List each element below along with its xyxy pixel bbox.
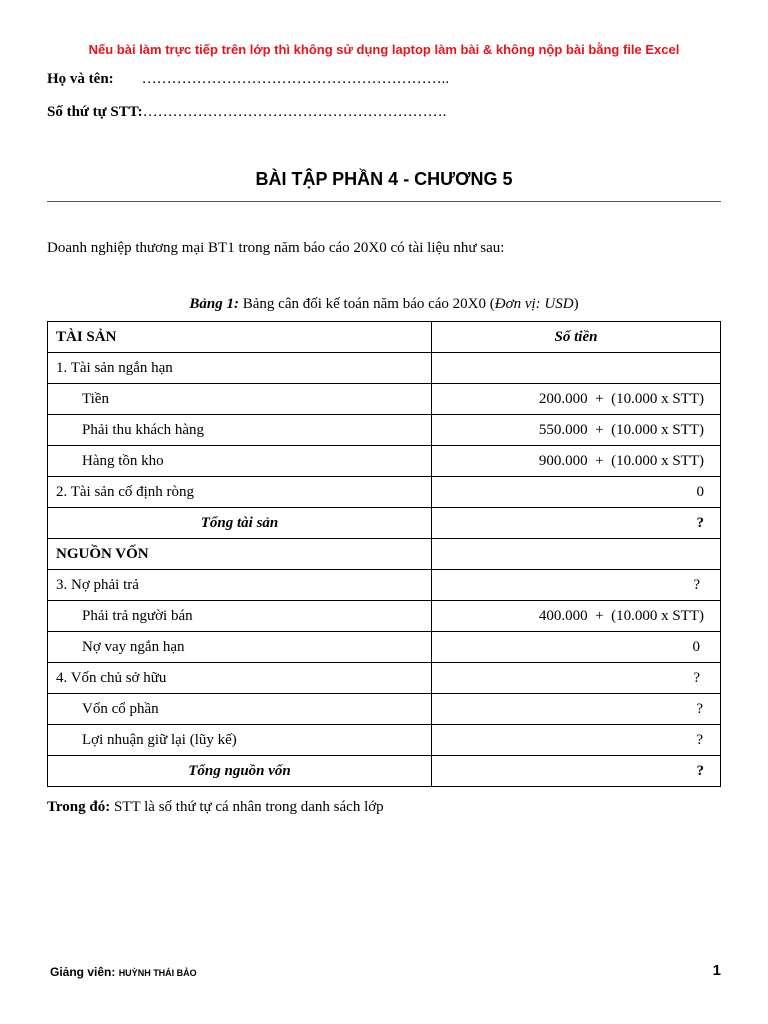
table-header-row — [48, 322, 721, 353]
row-value: ? — [432, 508, 721, 539]
row-label: 4. Vốn chủ sở hữu — [48, 663, 432, 694]
table-row — [48, 632, 721, 663]
stt-label: Số thứ tự STT: — [47, 104, 143, 120]
row-value: 0 — [432, 632, 721, 663]
row-value — [432, 353, 721, 384]
row-label: 2. Tài sản cố định ròng — [48, 477, 432, 508]
caption-close: ) — [573, 296, 579, 312]
note-label: Trong đó: — [47, 799, 111, 815]
row-label: Vốn cổ phần — [48, 694, 432, 725]
name-field — [47, 71, 449, 88]
caption-label: Bảng 1: — [189, 296, 239, 312]
row-label: NGUỒN VỐN — [48, 539, 432, 570]
footer-lecturer — [50, 965, 197, 979]
row-label: Lợi nhuận giữ lại (lũy kế) — [48, 725, 432, 756]
row-value: 200.000 + (10.000 x STT) — [432, 384, 721, 415]
table-row-total-capital — [48, 756, 721, 787]
row-label: Tổng nguồn vốn — [48, 756, 432, 787]
table-caption — [0, 296, 768, 313]
table-row — [48, 725, 721, 756]
row-value: ? — [432, 570, 721, 601]
note-text: STT là số thứ tự cá nhân trong danh sách lớp — [110, 799, 384, 815]
row-label: Nợ vay ngắn hạn — [48, 632, 432, 663]
row-label: Phải thu khách hàng — [48, 415, 432, 446]
table-section-row — [48, 539, 721, 570]
exam-notice: Nếu bài làm trực tiếp trên lớp thì không sử dụng laptop làm bài & không nộp bài bằng file Excel — [88, 42, 680, 57]
row-label: Hàng tồn kho — [48, 446, 432, 477]
stt-dots: ……………………………………………………. — [142, 104, 447, 120]
row-value — [432, 539, 721, 570]
header-assets: TÀI SẢN — [48, 322, 432, 353]
intro-text: Doanh nghiệp thương mại BT1 trong năm báo cáo 20X0 có tài liệu như sau: — [47, 240, 505, 256]
row-value: 400.000 + (10.000 x STT) — [432, 601, 721, 632]
table-row-total-assets — [48, 508, 721, 539]
table-row — [48, 353, 721, 384]
page-number: 1 — [712, 962, 721, 979]
name-label: Họ và tên: — [47, 71, 114, 87]
row-label: Tiền — [48, 384, 432, 415]
row-value: ? — [432, 663, 721, 694]
table-row — [48, 694, 721, 725]
row-label: 1. Tài sản ngắn hạn — [48, 353, 432, 384]
table-row — [48, 384, 721, 415]
table-row — [48, 415, 721, 446]
caption-unit: Đơn vị: USD — [494, 296, 574, 312]
table-row — [48, 477, 721, 508]
row-label: Phải trả người bán — [48, 601, 432, 632]
lecturer-name: HUỲNH THÁI BẢO — [118, 968, 197, 978]
row-value: 900.000 + (10.000 x STT) — [432, 446, 721, 477]
row-value: ? — [432, 756, 721, 787]
name-dots: …………………………………………………….. — [141, 71, 450, 87]
row-value: 0 — [432, 477, 721, 508]
stt-field — [47, 104, 446, 121]
table-row — [48, 446, 721, 477]
balance-sheet-table — [47, 321, 721, 787]
header-amount: Số tiền — [432, 322, 721, 353]
row-value: 550.000 + (10.000 x STT) — [432, 415, 721, 446]
table-row — [48, 570, 721, 601]
row-label: Tổng tài sản — [48, 508, 432, 539]
table-note — [47, 799, 384, 816]
row-label: 3. Nợ phải trả — [48, 570, 432, 601]
caption-text: Bảng cân đối kế toán năm báo cáo 20X0 ( — [239, 296, 495, 312]
page-title: BÀI TẬP PHẦN 4 - CHƯƠNG 5 — [255, 169, 513, 189]
title-divider — [47, 201, 721, 202]
lecturer-label: Giảng viên: — [50, 965, 119, 979]
table-row — [48, 663, 721, 694]
row-value: ? — [432, 725, 721, 756]
table-row — [48, 601, 721, 632]
row-value: ? — [432, 694, 721, 725]
